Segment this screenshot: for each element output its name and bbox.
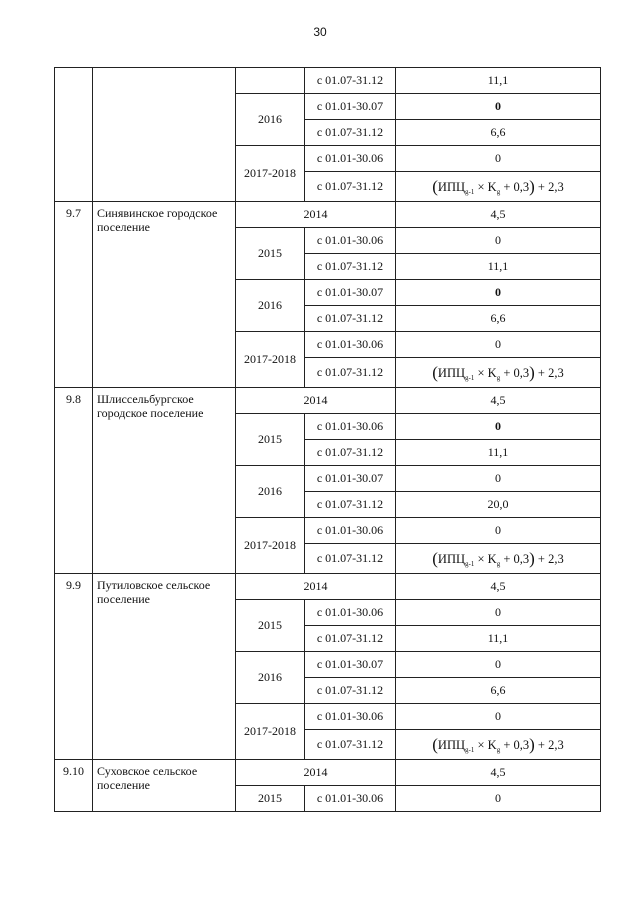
value-cell: 4,5 <box>396 202 601 228</box>
table-row <box>55 202 601 228</box>
year-cell: 2016 <box>236 94 305 146</box>
value-cell: 0 <box>396 466 601 492</box>
table-row <box>55 760 601 786</box>
value-cell: 0 <box>396 280 601 306</box>
period-cell: с 01.01-30.06 <box>305 146 396 172</box>
formula-k-sub: g <box>496 559 501 568</box>
value-cell: 0 <box>396 652 601 678</box>
period-cell: с 01.01-30.06 <box>305 704 396 730</box>
row-number-cell: 9.7 <box>55 202 93 388</box>
value-cell: 4,5 <box>396 388 601 414</box>
row-number-cell: 9.10 <box>55 760 93 812</box>
value-cell: 0 <box>396 518 601 544</box>
year-cell: 2015 <box>236 786 305 812</box>
value-cell: 20,0 <box>396 492 601 518</box>
year-cell: 2016 <box>236 466 305 518</box>
period-cell: с 01.07-31.12 <box>305 120 396 146</box>
formula-k-sub: g <box>496 745 501 754</box>
period-cell: с 01.01-30.06 <box>305 228 396 254</box>
year-cell: 2017-2018 <box>236 704 305 760</box>
formula-base-sub: g-1 <box>465 745 475 754</box>
value-cell: 11,1 <box>396 440 601 466</box>
value-cell: 6,6 <box>396 306 601 332</box>
period-cell: с 01.07-31.12 <box>305 678 396 704</box>
settlement-name-cell: Синявинское городское поселение <box>93 202 236 388</box>
row-number-cell <box>55 68 93 202</box>
year-cell: 2014 <box>236 388 396 414</box>
formula-plus-inner: + 0,3 <box>503 737 530 752</box>
formula-base: ИПЦ <box>437 737 466 752</box>
formula-k-sub: g <box>496 187 501 196</box>
value-cell: 0 <box>396 146 601 172</box>
formula-open-paren: ( <box>432 362 438 382</box>
period-cell: с 01.01-30.06 <box>305 414 396 440</box>
value-cell: 4,5 <box>396 574 601 600</box>
year-cell: 2016 <box>236 280 305 332</box>
page-number: 30 <box>313 25 327 39</box>
formula-tail: + 2,3 <box>537 551 564 566</box>
row-number-cell: 9.9 <box>55 574 93 760</box>
year-cell: 2017-2018 <box>236 332 305 388</box>
formula-times: × K <box>477 551 497 566</box>
period-cell: с 01.01-30.06 <box>305 786 396 812</box>
year-cell: 2014 <box>236 202 396 228</box>
value-cell: 0 <box>396 94 601 120</box>
year-cell: 2015 <box>236 228 305 280</box>
period-cell: с 01.01-30.07 <box>305 652 396 678</box>
formula-close-paren: ) <box>529 548 535 568</box>
period-cell: с 01.01-30.07 <box>305 466 396 492</box>
formula-cell <box>396 544 601 574</box>
value-cell: 0 <box>396 704 601 730</box>
formula-times: × K <box>477 365 497 380</box>
year-cell: 2014 <box>236 574 396 600</box>
formula-base-sub: g-1 <box>465 559 475 568</box>
formula-tail: + 2,3 <box>537 179 564 194</box>
period-cell: с 01.07-31.12 <box>305 626 396 652</box>
period-cell: с 01.01-30.06 <box>305 518 396 544</box>
row-number-cell: 9.8 <box>55 388 93 574</box>
settlement-name-cell: Шлиссельбургское городское поселение <box>93 388 236 574</box>
year-cell: 2016 <box>236 652 305 704</box>
period-cell: с 01.01-30.07 <box>305 280 396 306</box>
value-cell: 11,1 <box>396 254 601 280</box>
formula-k-sub: g <box>496 373 501 382</box>
year-cell <box>236 68 305 94</box>
formula-times: × K <box>477 179 497 194</box>
value-cell: 11,1 <box>396 626 601 652</box>
period-cell: с 01.07-31.12 <box>305 440 396 466</box>
value-cell: 0 <box>396 600 601 626</box>
period-cell: с 01.07-31.12 <box>305 254 396 280</box>
period-cell: с 01.01-30.06 <box>305 600 396 626</box>
settlement-name-cell: Суховское сельское поселение <box>93 760 236 812</box>
formula-cell <box>396 730 601 760</box>
formula-close-paren: ) <box>529 176 535 196</box>
year-cell: 2017-2018 <box>236 146 305 202</box>
settlement-name-cell: Путиловское сельское поселение <box>93 574 236 760</box>
year-cell: 2017-2018 <box>236 518 305 574</box>
value-cell: 0 <box>396 414 601 440</box>
formula-cell <box>396 172 601 202</box>
formula-cell <box>396 358 601 388</box>
formula-close-paren: ) <box>529 362 535 382</box>
period-cell: с 01.07-31.12 <box>305 68 396 94</box>
period-cell: с 01.07-31.12 <box>305 730 396 760</box>
period-cell: с 01.07-31.12 <box>305 492 396 518</box>
value-cell: 6,6 <box>396 120 601 146</box>
table-row <box>55 68 601 94</box>
formula-close-paren: ) <box>529 734 535 754</box>
year-cell: 2014 <box>236 760 396 786</box>
value-cell: 0 <box>396 332 601 358</box>
formula-tail: + 2,3 <box>537 737 564 752</box>
settlement-name-cell <box>93 68 236 202</box>
value-cell: 0 <box>396 228 601 254</box>
table-row <box>55 574 601 600</box>
period-cell: с 01.07-31.12 <box>305 544 396 574</box>
period-cell: с 01.07-31.12 <box>305 358 396 388</box>
value-cell: 11,1 <box>396 68 601 94</box>
formula-plus-inner: + 0,3 <box>503 179 530 194</box>
year-cell: 2015 <box>236 414 305 466</box>
period-cell: с 01.07-31.12 <box>305 306 396 332</box>
formula-times: × K <box>477 737 497 752</box>
period-cell: с 01.07-31.12 <box>305 172 396 202</box>
period-cell: с 01.01-30.06 <box>305 332 396 358</box>
tariff-table <box>54 67 601 812</box>
value-cell: 6,6 <box>396 678 601 704</box>
formula-base: ИПЦ <box>437 179 466 194</box>
value-cell: 4,5 <box>396 760 601 786</box>
formula-tail: + 2,3 <box>537 365 564 380</box>
formula-base: ИПЦ <box>437 551 466 566</box>
formula-plus-inner: + 0,3 <box>503 365 530 380</box>
formula-open-paren: ( <box>432 548 438 568</box>
formula-base-sub: g-1 <box>465 373 475 382</box>
formula-open-paren: ( <box>432 176 438 196</box>
value-cell: 0 <box>396 786 601 812</box>
formula-open-paren: ( <box>432 734 438 754</box>
formula-base-sub: g-1 <box>465 187 475 196</box>
period-cell: с 01.01-30.07 <box>305 94 396 120</box>
formula-base: ИПЦ <box>437 365 466 380</box>
year-cell: 2015 <box>236 600 305 652</box>
formula-plus-inner: + 0,3 <box>503 551 530 566</box>
table-row <box>55 388 601 414</box>
